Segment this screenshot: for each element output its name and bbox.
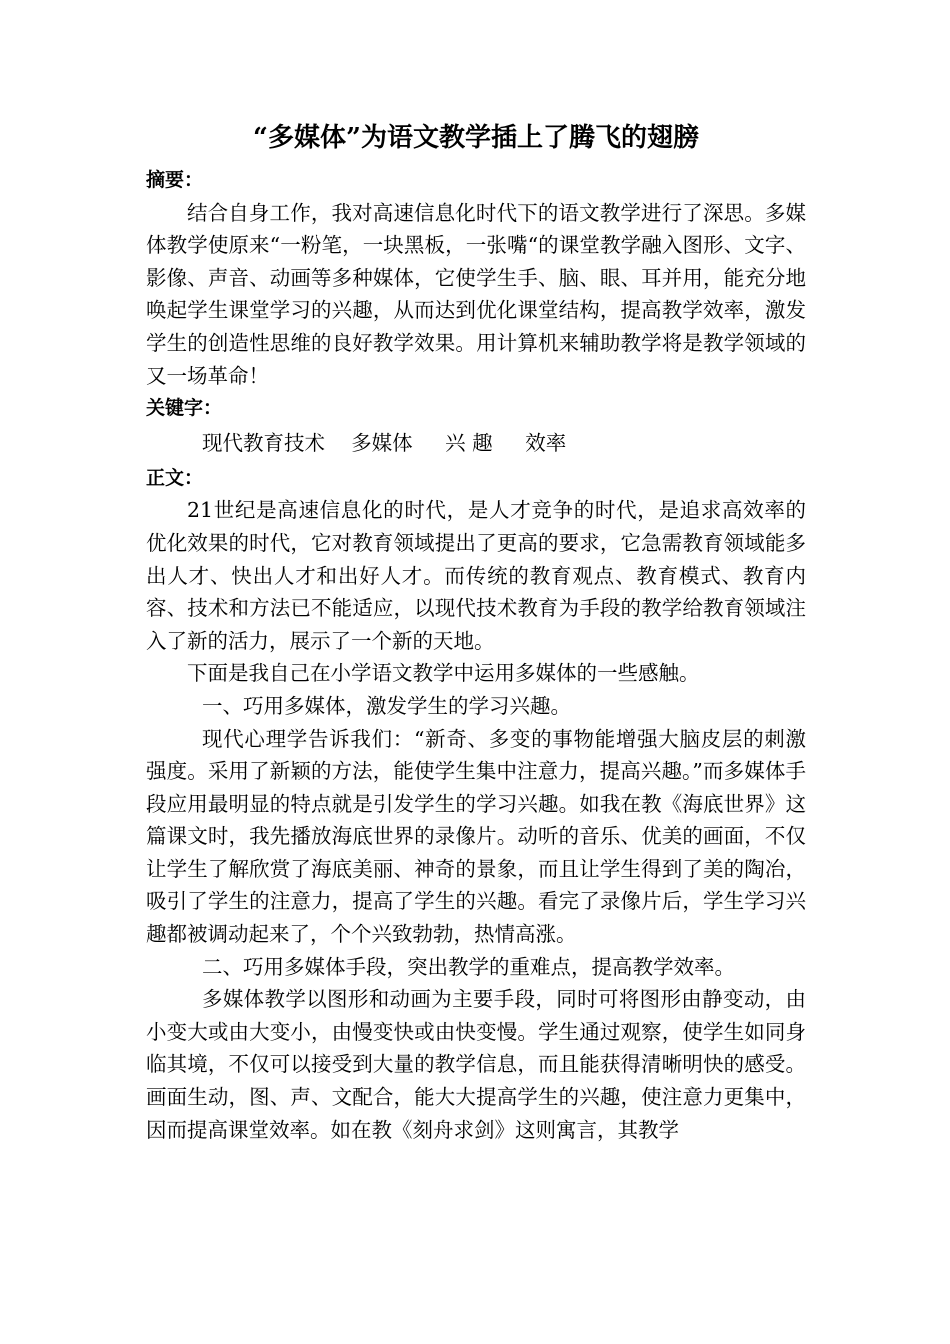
section-heading-two: 二、巧用多媒体手段，突出教学的重难点，提高教学效率。 xyxy=(202,954,735,979)
document-content xyxy=(146,164,806,1146)
body-paragraph: 现代心理学告诉我们：“新奇、多变的事物能增强大脑皮层的刺激强度。采用了新颖的方法，能使学生集中注意力，提高兴趣。”而多媒体手段应用最明显的特点就是引发学生的学习兴趣。如我在教《海底世界》这篇课文时，我先播放海底世界的录像片。动听的音乐、优美的画面，不仅让学生了解欣赏了海底美丽、神奇的景象，而且让学生得到了美的陶冶，吸引了学生的注意力，提高了学生的兴趣。看完了录像片后，学生学习兴趣都被调动起来了，个个兴致勃勃，热情高涨。 xyxy=(146,726,806,947)
body-paragraph: 多媒体教学以图形和动画为主要手段，同时可将图形由静变动，由小变大或由大变小，由慢变快或由快变慢。学生通过观察，使学生如同身临其境，不仅可以接受到大量的教学信息，而且能获得清晰明快的感受。画面生动，图、声、文配合，能大大提高学生的兴趣，使注意力更集中，因而提高课堂效率。如在教《刻舟求剑》这则寓言，其教学 xyxy=(146,987,806,1142)
abstract-heading: 摘要： xyxy=(146,169,204,191)
keywords-list: 现代教育技术 多媒体 兴 趣 效率 xyxy=(202,430,567,455)
keywords-heading: 关键字： xyxy=(146,397,223,420)
document-title: “多媒体”为语文教学插上了腾飞的翅膀 xyxy=(253,123,699,153)
body-heading: 正文： xyxy=(146,466,204,489)
body-paragraph: 下面是我自己在小学语文教学中运用多媒体的一些感触。 xyxy=(187,661,700,686)
abstract-paragraph: 结合自身工作，我对高速信息化时代下的语文教学进行了深思。多媒体教学使原来“一粉笔，一块黑板，一张嘴“的课堂教学融入图形、文字、影像、声音、动画等多种媒体，它使学生手、脑、眼、耳并用，能充分地唤起学生课堂学习的兴趣，从而达到优化课堂结构，提高教学效率，激发学生的创造性思维的良好教学效果。用计算机来辅助教学将是教学领域的又一场革命！ xyxy=(146,200,806,388)
body-paragraph: 21世纪是高速信息化的时代，是人才竞争的时代，是追求高效率的优化效果的时代，它对教育领域提出了更高的要求，它急需教育领域能多出人才、快出人才和出好人才。而传统的教育观点、教育模式、教育内容、技术和方法已不能适应，以现代技术教育为手段的教学给教育领域注入了新的活力，展示了一个新的天地。 xyxy=(146,498,806,653)
section-heading-one: 一、巧用多媒体，激发学生的学习兴趣。 xyxy=(202,693,571,718)
